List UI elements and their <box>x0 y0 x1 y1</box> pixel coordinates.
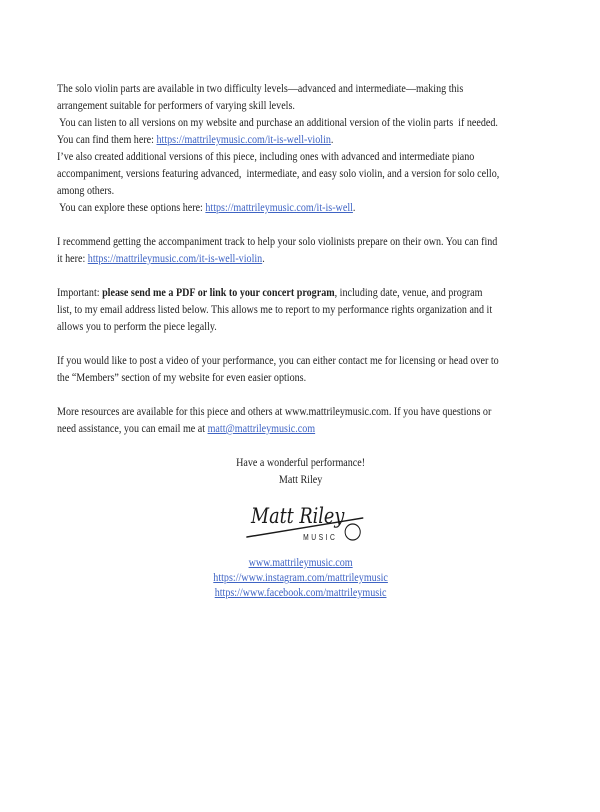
body-text: I’ve also created additional versions of this piece, including ones with advanced and intermediate piano <box>57 149 475 163</box>
document-text-column <box>57 80 544 600</box>
body-text: accompaniment, versions featuring advanced, intermediate, and easy solo violin, and a version for solo cello, <box>57 166 500 180</box>
para-difficulty-and-versions-line <box>57 114 544 131</box>
body-text: it here: <box>57 251 88 265</box>
signature-script-name: Matt Riley <box>250 503 344 529</box>
footer-link-website[interactable]: www.mattrileymusic.com <box>248 555 353 569</box>
para-concert-program-line <box>57 318 544 335</box>
body-text: . <box>330 132 334 146</box>
body-text: arrangement suitable for performers of varying skill levels. <box>57 98 295 112</box>
bold-text: please send me a PDF or link to your concert program <box>102 285 335 299</box>
signature-y-loop <box>345 524 360 540</box>
footer-link-instagram-row <box>57 570 544 585</box>
signature-block <box>65 499 544 547</box>
para-video-licensing-line <box>57 352 544 369</box>
para-more-resources <box>57 403 544 437</box>
para-accompaniment-track-line <box>57 233 544 250</box>
body-text: the “Members” section of my website for even easier options. <box>57 370 307 384</box>
body-text: . <box>262 251 265 265</box>
para-closing-line <box>57 471 544 488</box>
body-text: The solo violin parts are available in two difficulty levels—advanced and intermediate—making this <box>57 81 464 95</box>
signature-logo <box>244 499 366 545</box>
footer-link-instagram[interactable]: https://www.instagram.com/mattrileymusic <box>213 570 388 584</box>
hyperlink[interactable]: matt@mattrileymusic.com <box>207 421 316 435</box>
para-concert-program <box>57 284 544 335</box>
hyperlink[interactable]: https://mattrileymusic.com/it-is-well-violin <box>156 132 331 146</box>
body-text: Important: <box>57 285 103 299</box>
body-text: need assistance, you can email me at <box>57 421 208 435</box>
para-closing-line <box>57 454 544 471</box>
body-text: You can explore these options here: <box>57 200 206 214</box>
para-concert-program-line <box>57 301 544 318</box>
para-video-licensing <box>57 352 544 386</box>
footer-link-facebook[interactable]: https://www.facebook.com/mattrileymusic <box>214 585 387 599</box>
para-difficulty-and-versions-line <box>57 182 544 199</box>
body-text: Matt Riley <box>278 472 323 486</box>
para-difficulty-and-versions-line <box>57 199 544 216</box>
body-text: More resources are available for this piece and others at www.mattrileymusic.com. If you have questions or <box>57 404 492 418</box>
para-accompaniment-track <box>57 233 544 267</box>
para-difficulty-and-versions-line <box>57 148 544 165</box>
para-accompaniment-track-line <box>57 250 544 267</box>
footer-links <box>57 555 544 600</box>
body-text: , including date, venue, and program <box>334 285 483 299</box>
body-text: among others. <box>57 183 115 197</box>
document-paragraphs <box>57 80 544 488</box>
para-more-resources-line <box>57 403 544 420</box>
para-video-licensing-line <box>57 369 544 386</box>
body-text: You can find them here: <box>57 132 157 146</box>
body-text: I recommend getting the accompaniment track to help your solo violinists prepare on their own. You can find <box>57 234 498 248</box>
para-more-resources-line <box>57 420 544 437</box>
para-difficulty-and-versions-line <box>57 80 544 97</box>
para-closing <box>57 454 544 488</box>
body-text: If you would like to post a video of your performance, you can either contact me for licensing or head over to <box>57 353 499 367</box>
signature-music-label: MUSIC <box>302 532 337 543</box>
para-difficulty-and-versions-line <box>57 165 544 182</box>
para-concert-program-line <box>57 284 544 301</box>
footer-link-facebook-row <box>57 585 544 600</box>
body-text: You can listen to all versions on my website and purchase an additional version of the violin parts if needed. <box>57 115 498 129</box>
body-text: Have a wonderful performance! <box>236 455 366 469</box>
hyperlink[interactable]: https://mattrileymusic.com/it-is-well <box>205 200 353 214</box>
para-difficulty-and-versions-line <box>57 97 544 114</box>
body-text: allows you to perform the piece legally. <box>57 319 217 333</box>
hyperlink[interactable]: https://mattrileymusic.com/it-is-well-violin <box>87 251 263 265</box>
para-difficulty-and-versions-line <box>57 131 544 148</box>
para-difficulty-and-versions <box>57 80 544 216</box>
body-text: list, to my email address listed below. This allows me to report to my performance rights organization and it <box>57 302 493 316</box>
body-text: . <box>352 200 356 214</box>
footer-link-website-row <box>57 555 544 570</box>
